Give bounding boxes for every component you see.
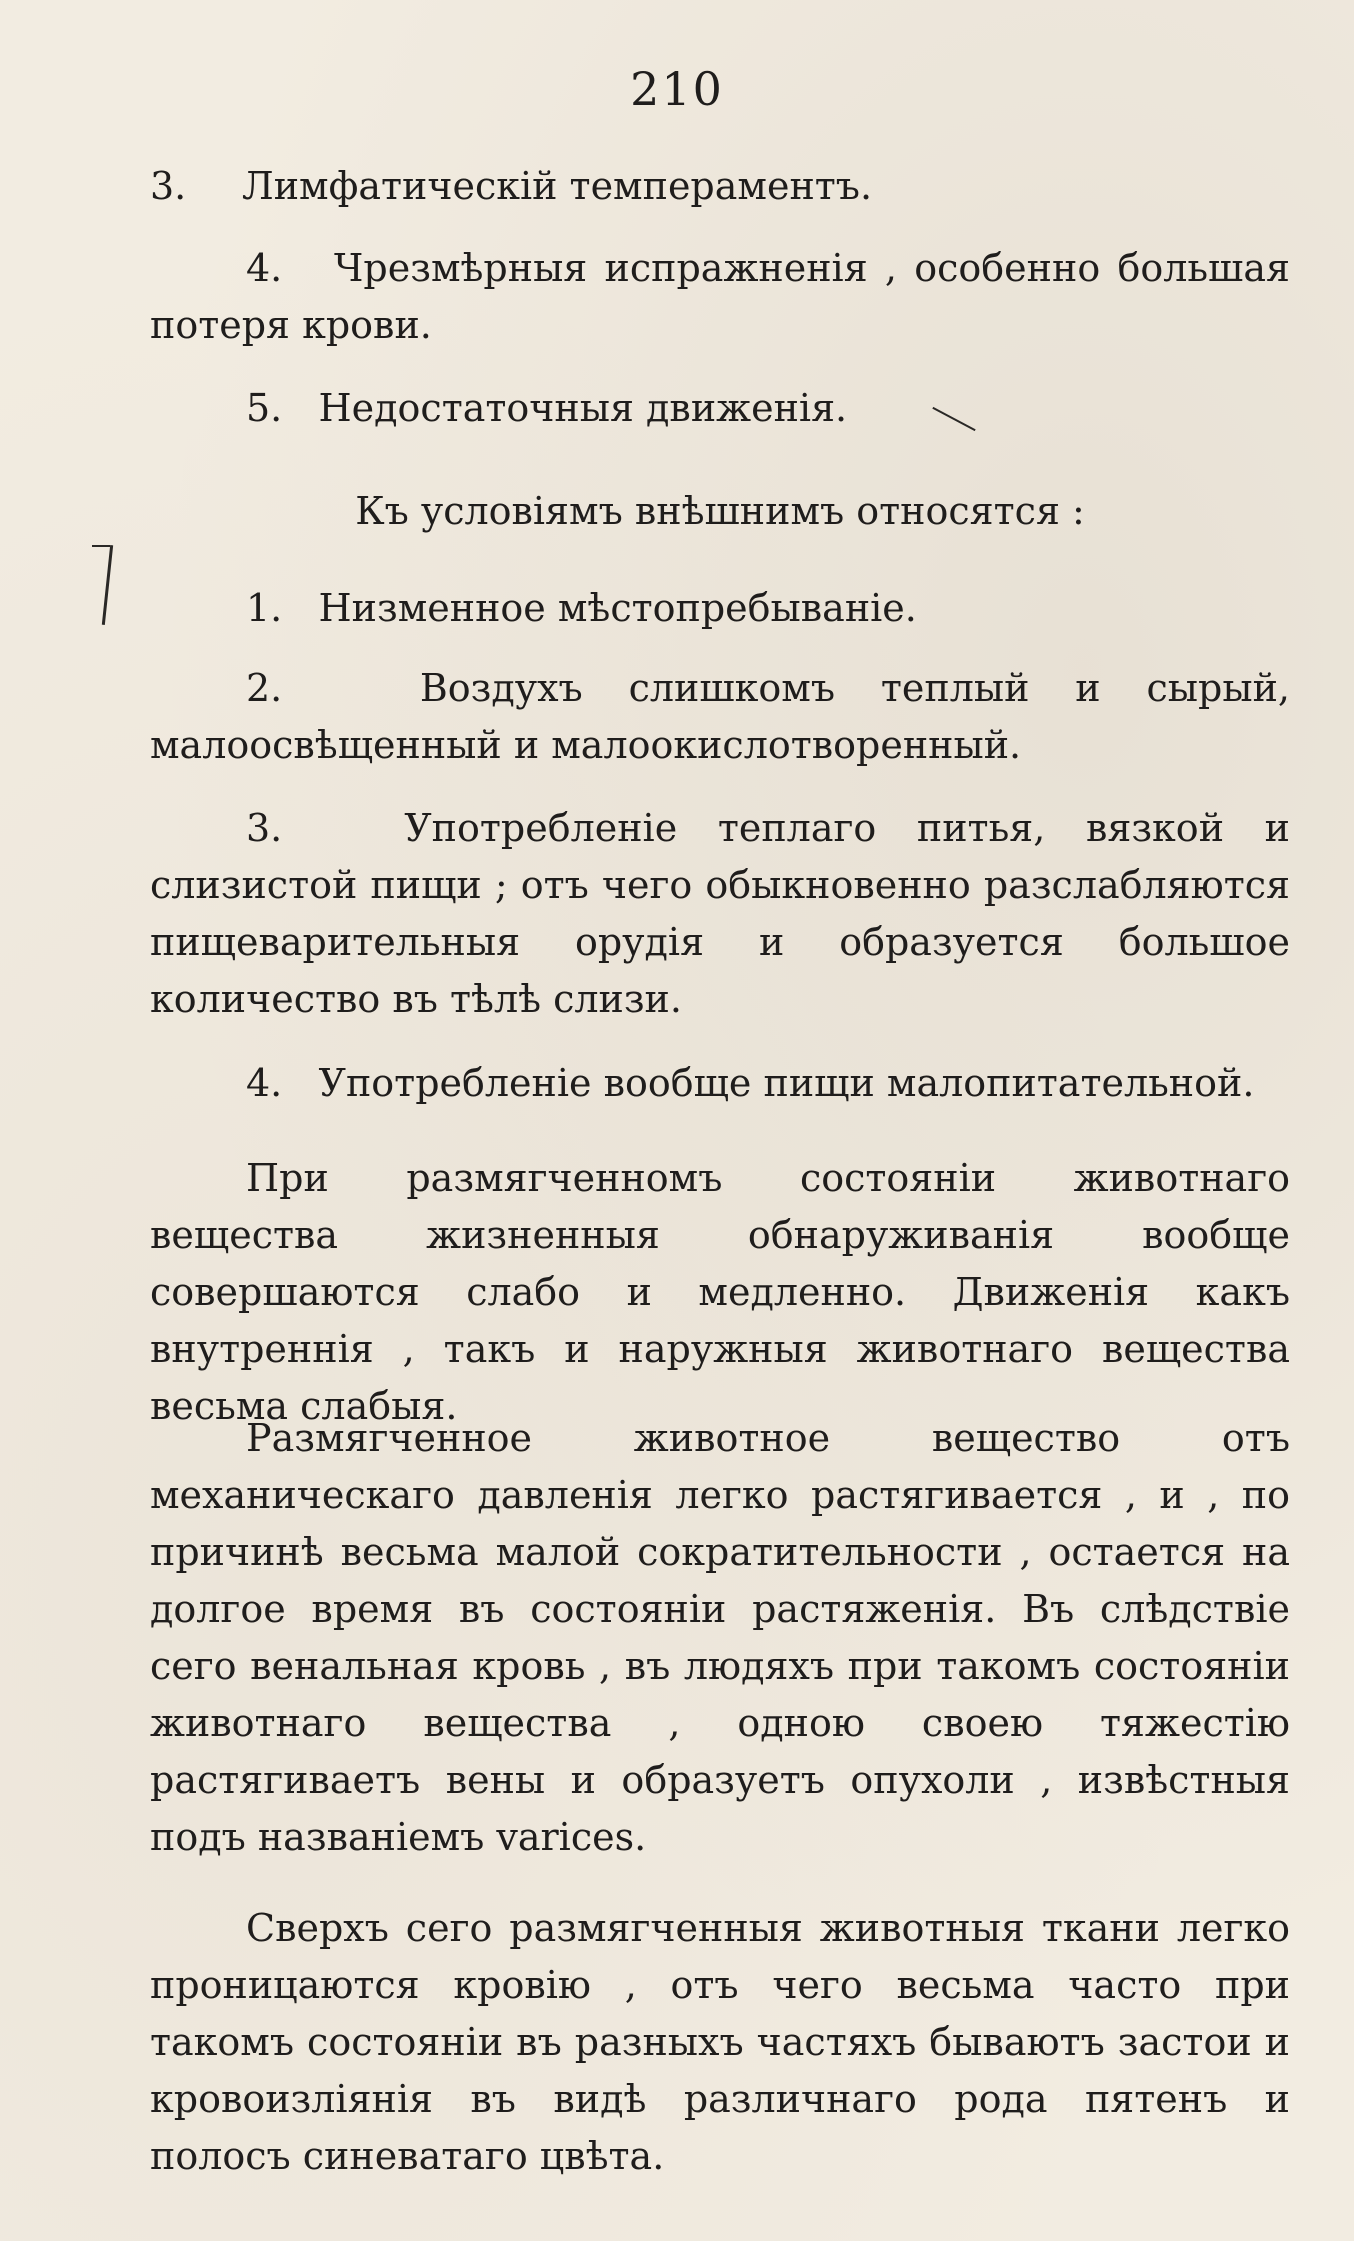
list-item-number: 3. [150, 164, 187, 208]
paragraph: Размягченное животное вещество отъ механическаго давленія легко растягивается , и , по причинѣ весьма малой сократительности , остается на долгое время въ состояніи растяженія. Въ слѣдствіе сего венальная кровь , въ людяхъ при такомъ состояніи животнаго вещества , одною своею тяжестію растягиваетъ вены и образуетъ опухоли , извѣстныя подъ названіемъ varices. [150, 1416, 1290, 1859]
list-item-text: Недостаточныя движенія. [318, 386, 848, 430]
list-item [150, 580, 1290, 637]
list-item-text: Чрезмѣрныя испражненія , особенно большая потеря крови. [150, 246, 1290, 347]
list-item [150, 800, 1290, 1028]
list-item [150, 1055, 1290, 1112]
page-number: 210 [630, 62, 724, 116]
list-item-number: 2. [246, 666, 283, 710]
list-item-text: Лимфатическій темпераментъ. [242, 164, 873, 208]
list-item-text: Воздухъ слишкомъ теплый и сырый, малоосвѣщенный и малоокислотворенный. [150, 666, 1290, 767]
list-item-number: 1. [246, 586, 283, 630]
list-item-number: 4. [246, 246, 283, 290]
list-item-number: 3. [246, 806, 283, 850]
list-item-text: Употребленіе теплаго питья, вязкой и слизистой пищи ; отъ чего обыкновенно разслабляются пищеварительныя орудія и образуется большое количество въ тѣлѣ слизи. [150, 806, 1290, 1021]
section-subheading: Къ условіямъ внѣшнимъ относятся : [355, 489, 1085, 533]
list-item-number: 5. [246, 386, 283, 430]
list-item [150, 240, 1290, 354]
list-item [150, 380, 1290, 437]
list-item-number: 4. [246, 1061, 283, 1105]
margin-pencil-mark [102, 545, 113, 625]
list-item [150, 158, 1290, 215]
list-item [150, 660, 1290, 774]
paragraph: При размягченномъ состояніи животнаго вещества жизненныя обнаруживанія вообще совершаются слабо и медленно. Движенія какъ внутреннія , такъ и наружныя животнаго вещества весьма слабыя. [150, 1156, 1290, 1428]
list-item-text: Употребленіе вообще пищи малопитательной. [318, 1061, 1255, 1105]
list-item-text: Низменное мѣстопребываніе. [318, 586, 917, 630]
paragraph: Сверхъ сего размягченныя животныя ткани легко проницаются кровію , отъ чего весьма часто при такомъ состояніи въ разныхъ частяхъ бываютъ застои и кровоизліянія въ видѣ различнаго рода пятенъ и полосъ синеватаго цвѣта. [150, 1906, 1290, 2178]
margin-pencil-mark [92, 545, 110, 547]
